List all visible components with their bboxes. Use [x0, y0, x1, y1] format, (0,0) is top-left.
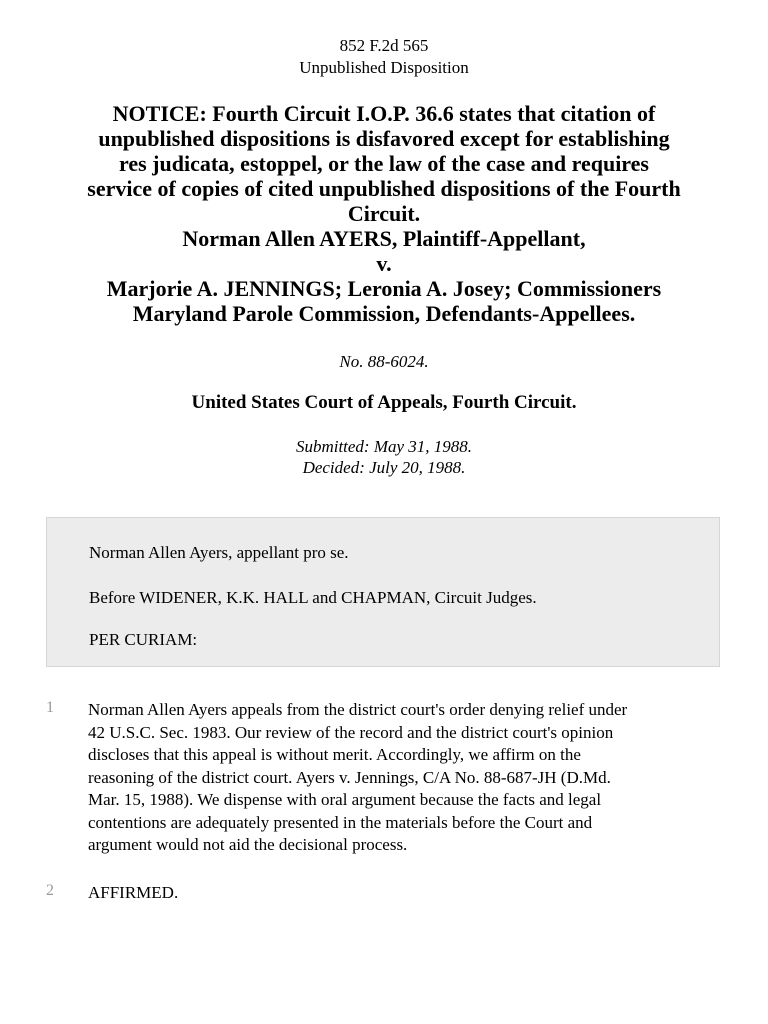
notice-line: res judicata, estoppel, or the law of the case and requires: [118, 151, 649, 176]
defendants-line: Maryland Parole Commission, Defendants-Appellees.: [132, 301, 636, 326]
paragraph-line: reasoning of the district court. Ayers v. Jennings, C/A No. 88-687-JH (D.Md.: [88, 767, 611, 787]
paragraph-text: [88, 882, 728, 905]
case-citation: 852 F.2d 565: [339, 36, 429, 55]
notice-line: NOTICE: Fourth Circuit I.O.P. 36.6 states that citation of: [112, 101, 656, 126]
plaintiff-party: Norman Allen AYERS, Plaintiff-Appellant,: [182, 226, 586, 251]
paragraph-line: Norman Allen Ayers appeals from the district court's order denying relief under: [88, 700, 628, 719]
paragraph-line: Mar. 15, 1988). We dispense with oral argument because the facts and legal: [88, 790, 602, 809]
caption-block: [40, 101, 728, 326]
disposition-type: Unpublished Disposition: [299, 58, 469, 77]
counsel-line: Norman Allen Ayers, appellant pro se.: [89, 543, 349, 562]
paragraph-line: argument would not aid the decisional process.: [88, 835, 408, 854]
paragraph-line: contentions are adequately presented in the materials before the Court and: [88, 812, 593, 832]
notice-line: service of copies of cited unpublished dispositions of the Fourth: [87, 176, 681, 201]
defendants-line: Marjorie A. JENNINGS; Leronia A. Josey; Commissioners: [106, 276, 662, 301]
versus: v.: [376, 251, 392, 276]
submitted-date: Submitted: May 31, 1988.: [295, 437, 473, 456]
case-dates: [0, 436, 768, 478]
paragraph-text: [88, 699, 728, 857]
court-name: United States Court of Appeals, Fourth Circuit.: [191, 392, 577, 413]
notice-line: Circuit.: [347, 201, 421, 226]
notice-line: unpublished dispositions is disfavored except for establishing: [98, 126, 670, 151]
panel-line: Before WIDENER, K.K. HALL and CHAPMAN, Circuit Judges.: [89, 588, 537, 607]
case-header: [0, 0, 768, 79]
paragraph-line: 42 U.S.C. Sec. 1983. Our review of the record and the district court's opinion: [88, 722, 614, 742]
decided-date: Decided: July 20, 1988.: [302, 458, 466, 477]
paragraph-line: AFFIRMED.: [88, 883, 179, 902]
per-curiam-label: PER CURIAM:: [89, 630, 198, 649]
docket-number: No. 88-6024.: [339, 352, 429, 371]
paragraph-line: discloses that this appeal is without merit. Accordingly, we affirm on the: [88, 745, 581, 764]
summary-box: [46, 517, 720, 667]
paragraph-number[interactable]: 1: [46, 699, 54, 716]
paragraph-number[interactable]: 2: [46, 882, 54, 899]
